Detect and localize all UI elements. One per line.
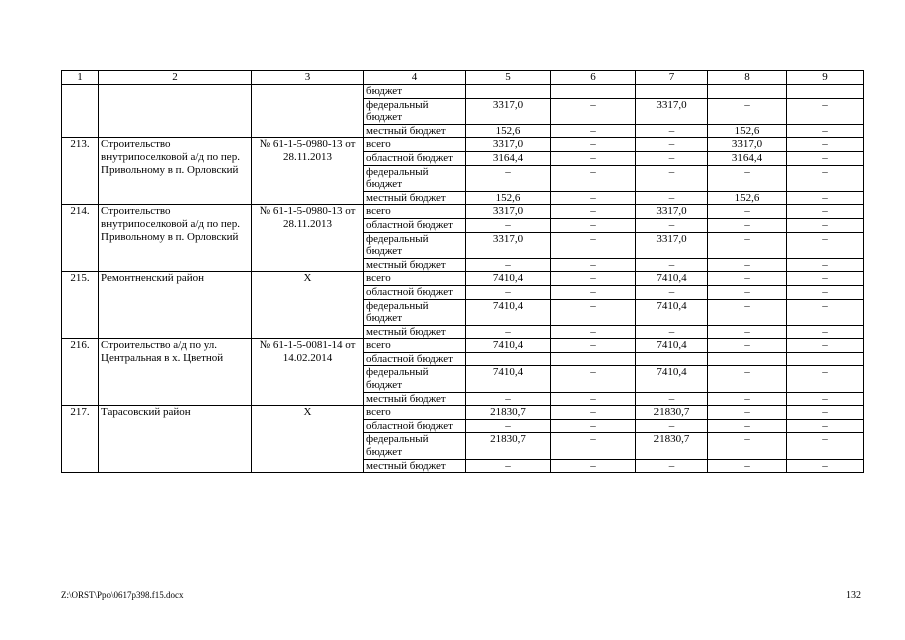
value-cell: –: [708, 433, 787, 459]
budget-type-cell: областной бюджет: [364, 419, 466, 433]
budget-type-cell: областной бюджет: [364, 218, 466, 232]
document-cell: № 61-1-5-0980-13 от 28.11.2013: [252, 205, 364, 272]
value-cell: –: [636, 392, 708, 406]
header-cell: 9: [787, 71, 864, 85]
value-cell: –: [708, 392, 787, 406]
file-path: Z:\ORST\Ppo\0617p398.f15.docx: [61, 590, 184, 600]
budget-type-cell: областной бюджет: [364, 352, 466, 366]
value-cell: –: [787, 392, 864, 406]
value-cell: –: [636, 138, 708, 152]
budget-type-cell: бюджет: [364, 85, 466, 99]
value-cell: –: [636, 258, 708, 272]
header-cell: 8: [708, 71, 787, 85]
value-cell: [636, 85, 708, 99]
row-number-cell: 215.: [62, 272, 99, 339]
value-cell: –: [551, 98, 636, 124]
value-cell: –: [708, 98, 787, 124]
value-cell: [708, 352, 787, 366]
value-cell: –: [636, 285, 708, 299]
budget-type-cell: федеральный бюджет: [364, 98, 466, 124]
document-cell: № 61-1-5-0081-14 от 14.02.2014: [252, 339, 364, 406]
row-number-cell: 214.: [62, 205, 99, 272]
value-cell: –: [466, 218, 551, 232]
value-cell: –: [787, 138, 864, 152]
value-cell: –: [466, 459, 551, 473]
object-name-cell: [99, 85, 252, 138]
value-cell: –: [787, 419, 864, 433]
document-cell: № 61-1-5-0980-13 от 28.11.2013: [252, 138, 364, 205]
object-name-cell: Тарасовский район: [99, 406, 252, 473]
budget-type-cell: местный бюджет: [364, 459, 466, 473]
value-cell: –: [551, 459, 636, 473]
budget-type-cell: всего: [364, 205, 466, 219]
row-number-cell: 217.: [62, 406, 99, 473]
value-cell: 7410,4: [466, 339, 551, 353]
value-cell: –: [636, 419, 708, 433]
value-cell: –: [551, 124, 636, 138]
value-cell: 7410,4: [466, 299, 551, 325]
table-body: [62, 85, 864, 473]
value-cell: 7410,4: [636, 272, 708, 286]
value-cell: –: [551, 191, 636, 205]
value-cell: –: [708, 258, 787, 272]
page-number: 132: [846, 590, 861, 601]
value-cell: 3317,0: [466, 98, 551, 124]
header-cell: 6: [551, 71, 636, 85]
value-cell: 21830,7: [466, 433, 551, 459]
value-cell: 7410,4: [636, 339, 708, 353]
value-cell: 21830,7: [636, 433, 708, 459]
value-cell: –: [636, 124, 708, 138]
budget-type-cell: местный бюджет: [364, 392, 466, 406]
header-cell: 5: [466, 71, 551, 85]
value-cell: –: [466, 325, 551, 339]
value-cell: 3317,0: [636, 98, 708, 124]
value-cell: –: [708, 165, 787, 191]
budget-type-cell: областной бюджет: [364, 285, 466, 299]
value-cell: –: [551, 325, 636, 339]
budget-type-cell: областной бюджет: [364, 151, 466, 165]
value-cell: –: [466, 165, 551, 191]
value-cell: –: [551, 205, 636, 219]
value-cell: –: [636, 165, 708, 191]
value-cell: –: [787, 98, 864, 124]
value-cell: –: [551, 366, 636, 392]
value-cell: –: [466, 419, 551, 433]
budget-type-cell: местный бюджет: [364, 258, 466, 272]
budget-type-cell: всего: [364, 339, 466, 353]
value-cell: –: [787, 151, 864, 165]
value-cell: –: [787, 406, 864, 420]
value-cell: –: [551, 419, 636, 433]
value-cell: 3317,0: [466, 205, 551, 219]
value-cell: –: [787, 232, 864, 258]
budget-type-cell: федеральный бюджет: [364, 165, 466, 191]
value-cell: –: [551, 392, 636, 406]
value-cell: –: [551, 138, 636, 152]
value-cell: 3317,0: [466, 138, 551, 152]
value-cell: –: [551, 433, 636, 459]
value-cell: –: [708, 218, 787, 232]
value-cell: [787, 85, 864, 99]
budget-type-cell: местный бюджет: [364, 325, 466, 339]
value-cell: [466, 85, 551, 99]
value-cell: –: [551, 285, 636, 299]
budget-type-cell: федеральный бюджет: [364, 433, 466, 459]
object-name-cell: Строительство а/д по ул. Центральная в х. Цветной: [99, 339, 252, 406]
value-cell: –: [787, 339, 864, 353]
value-cell: –: [636, 325, 708, 339]
value-cell: –: [708, 366, 787, 392]
value-cell: 152,6: [466, 191, 551, 205]
value-cell: –: [708, 299, 787, 325]
table-row: [62, 406, 864, 420]
value-cell: –: [551, 339, 636, 353]
value-cell: 3317,0: [708, 138, 787, 152]
header-cell: 4: [364, 71, 466, 85]
value-cell: 3317,0: [636, 205, 708, 219]
value-cell: –: [787, 272, 864, 286]
value-cell: –: [636, 218, 708, 232]
value-cell: –: [787, 124, 864, 138]
budget-type-cell: всего: [364, 272, 466, 286]
value-cell: [708, 85, 787, 99]
value-cell: 3317,0: [466, 232, 551, 258]
header-cell: 3: [252, 71, 364, 85]
value-cell: 21830,7: [636, 406, 708, 420]
value-cell: –: [787, 325, 864, 339]
value-cell: [551, 85, 636, 99]
value-cell: [636, 352, 708, 366]
value-cell: 3317,0: [636, 232, 708, 258]
value-cell: –: [551, 151, 636, 165]
value-cell: –: [787, 165, 864, 191]
budget-table: [61, 70, 864, 473]
value-cell: 3164,4: [708, 151, 787, 165]
object-name-cell: Строительство внутрипоселковой а/д по пер. Привольному в п. Орловский: [99, 205, 252, 272]
value-cell: –: [708, 272, 787, 286]
value-cell: –: [551, 232, 636, 258]
value-cell: –: [787, 459, 864, 473]
value-cell: –: [551, 406, 636, 420]
value-cell: 7410,4: [636, 299, 708, 325]
table-row: [62, 85, 864, 99]
document-cell: [252, 85, 364, 138]
value-cell: 152,6: [708, 191, 787, 205]
budget-type-cell: всего: [364, 138, 466, 152]
value-cell: –: [708, 459, 787, 473]
value-cell: [466, 352, 551, 366]
budget-type-cell: местный бюджет: [364, 191, 466, 205]
row-number-cell: [62, 85, 99, 138]
value-cell: –: [787, 433, 864, 459]
value-cell: –: [466, 392, 551, 406]
object-name-cell: Ремонтненский район: [99, 272, 252, 339]
value-cell: –: [551, 258, 636, 272]
value-cell: –: [708, 406, 787, 420]
header-cell: 7: [636, 71, 708, 85]
value-cell: –: [466, 258, 551, 272]
budget-type-cell: федеральный бюджет: [364, 299, 466, 325]
table-row: [62, 138, 864, 152]
value-cell: –: [708, 325, 787, 339]
value-cell: –: [636, 191, 708, 205]
document-cell: Х: [252, 272, 364, 339]
budget-type-cell: федеральный бюджет: [364, 366, 466, 392]
value-cell: 7410,4: [466, 366, 551, 392]
value-cell: –: [787, 258, 864, 272]
row-number-cell: 213.: [62, 138, 99, 205]
budget-type-cell: местный бюджет: [364, 124, 466, 138]
value-cell: 3164,4: [466, 151, 551, 165]
value-cell: –: [551, 218, 636, 232]
document-cell: Х: [252, 406, 364, 473]
budget-type-cell: федеральный бюджет: [364, 232, 466, 258]
value-cell: –: [787, 205, 864, 219]
value-cell: 21830,7: [466, 406, 551, 420]
table-row: [62, 205, 864, 219]
value-cell: –: [636, 459, 708, 473]
row-number-cell: 216.: [62, 339, 99, 406]
value-cell: –: [787, 285, 864, 299]
value-cell: –: [708, 205, 787, 219]
budget-type-cell: всего: [364, 406, 466, 420]
value-cell: –: [708, 339, 787, 353]
value-cell: [551, 352, 636, 366]
value-cell: –: [551, 272, 636, 286]
value-cell: 152,6: [708, 124, 787, 138]
table-row: [62, 339, 864, 353]
value-cell: 152,6: [466, 124, 551, 138]
header-cell: 1: [62, 71, 99, 85]
value-cell: –: [708, 419, 787, 433]
value-cell: 7410,4: [466, 272, 551, 286]
value-cell: –: [787, 366, 864, 392]
header-row: [62, 71, 864, 85]
value-cell: –: [708, 232, 787, 258]
value-cell: –: [787, 191, 864, 205]
object-name-cell: Строительство внутрипоселковой а/д по пер. Привольному в п. Орловский: [99, 138, 252, 205]
header-cell: 2: [99, 71, 252, 85]
value-cell: –: [636, 151, 708, 165]
value-cell: –: [551, 299, 636, 325]
value-cell: –: [787, 299, 864, 325]
value-cell: –: [466, 285, 551, 299]
value-cell: 7410,4: [636, 366, 708, 392]
value-cell: –: [551, 165, 636, 191]
value-cell: [787, 352, 864, 366]
table-row: [62, 272, 864, 286]
value-cell: –: [708, 285, 787, 299]
value-cell: –: [787, 218, 864, 232]
